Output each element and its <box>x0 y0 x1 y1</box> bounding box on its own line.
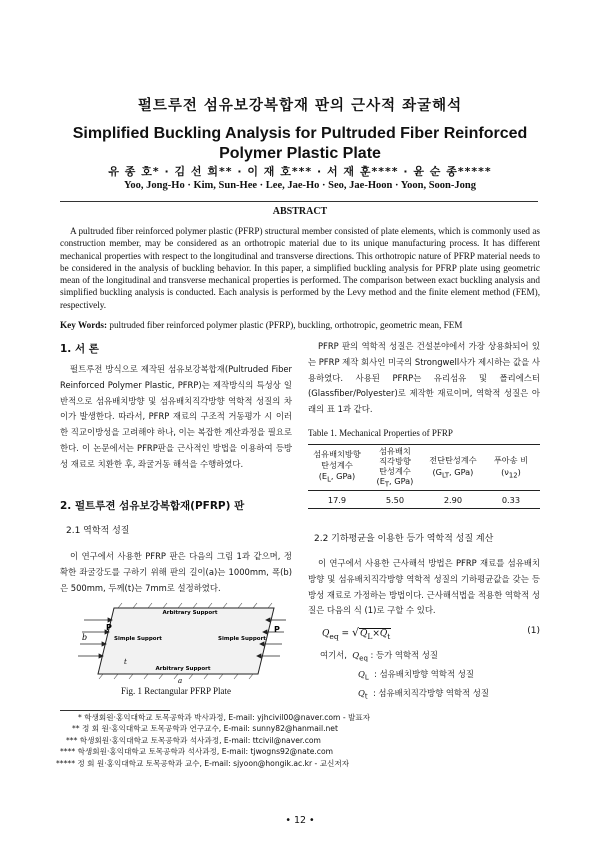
label-dim-a: a <box>178 677 183 684</box>
figure-caption: Fig. 1 Rectangular PFRP Plate <box>121 686 231 696</box>
label-top-support: Arbitrary Support <box>162 610 218 616</box>
td-glt: 2.90 <box>443 494 463 505</box>
footnote-divider <box>60 710 170 711</box>
equation-number: (1) <box>527 626 540 636</box>
label-load-right: P <box>274 625 280 634</box>
right-intro-text: PFRP 판의 역학적 성질은 건설분야에서 가장 상용화되어 있는 PFRP 제작 회사인 미국의 Strongwell사가 제시하는 값을 사용하였다. 사용된 PFRP는 유리섬유 및 폴리에스터(Glassfiber/Polyester)로 제작한 재료이며, 역학적 성질은 아래의 표 1과 같다. <box>308 341 540 415</box>
label-right-support: Simple Support <box>218 636 266 642</box>
page-number: • 12 • <box>285 815 315 826</box>
label-load-left: P <box>106 623 112 632</box>
where-item: $Q_t$ : 섬유배치직각방향 역학적 성질 <box>358 688 489 702</box>
footnotes <box>56 712 546 769</box>
paper-title-english: Simplified Buckling Analysis for Pultruded Fiber Reinforced Polymer Plastic Plate <box>72 125 528 162</box>
footnote-item: * 학생회원·홍익대학교 토목공학과 박사과정, E-mail: yjhcivil00@naver.com - 발표자 <box>78 713 371 722</box>
th-poisson-ratio: 푸아송 비 $(\nu_{12})$ <box>493 454 529 480</box>
keywords <box>60 320 540 330</box>
section-1-text: 펄트루전 방식으로 제작된 섬유보강복합재(Pultruded Fiber Reinforced Polymer Plastic, PFRP)는 제작방식의 특성상 일반적으로 섬유배치방향 및 섬유배치직각방향 역학적 성질의 차이가 발생한다. 따라서, PFRP 재료의 구조적 거동평가 시 이러한 직교이방성을 고려해야 하나, 이는 복잡한 계산과정을 필요로 한다. 이 논문에서는 PFRP판을 근사적인 방법을 이용하여 등방성 재료로 치환한 후, 좌굴거동 해석을 수행하였다. <box>60 364 292 469</box>
label-bottom-support: Arbitrary Support <box>155 666 211 672</box>
section-2-heading: 2. 펄트루젼 섬유보강복합재(PFRP) 판 <box>60 500 245 512</box>
table-row <box>308 491 540 509</box>
section-2-2-heading: 2.2 기하평균을 이용한 등가 역학적 성질 계산 <box>314 534 494 544</box>
td-et: 5.50 <box>385 494 405 505</box>
label-dim-t: t <box>124 658 127 666</box>
section-2-2-text: 이 연구에서 사용한 근사해석 방법은 PFRP 재료를 섬유배치방향 및 섬유배치직각방향 역학적 성질의 기하평균값을 갖는 등방성 재료로 가정하는 방법이다. 근사해석법을 적용한 역학적 성질은 다음의 식 (1)로 구할 수 있다. <box>308 558 540 616</box>
table-caption: Table 1. Mechanical Properties of PFRP <box>308 428 453 438</box>
keywords-label: Key Words: <box>60 320 108 330</box>
td-nu: 0.33 <box>501 494 521 505</box>
keywords-text: pultruded fiber reinforced polymer plastic (PFRP), buckling, orthotropic, geometric mean, FEM <box>109 320 463 330</box>
th-transverse-modulus: 섬유배치 직각방향 탄성계수 ($E_T$, GPa) <box>376 445 414 489</box>
where-item: $Q_L$ : 섬유배치방향 역학적 성질 <box>358 669 474 682</box>
table-mechanical-properties <box>308 444 540 509</box>
footnote-item: ***** 정 회 원·홍익대학교 토목공학과 교수, E-mail: sjyoon@hongik.ac.kr - 교신저자 <box>56 758 350 768</box>
where-item: 여기서, $Q_{eq}$ : 등가 역학적 성질 <box>320 650 438 663</box>
td-el: 17.9 <box>327 494 347 505</box>
where-block <box>320 648 540 706</box>
figure-rectangular-plate <box>78 600 288 684</box>
section-2-1-text: 이 연구에서 사용한 PFRP 판은 다음의 그림 1과 같으며, 정확한 좌굴강도를 구하기 위해 판의 길이(a)는 1000mm, 폭(b)은 500mm, 두께(t)는 7mm로 설정하였다. <box>60 551 292 593</box>
footnote-item: **** 학생회원·홍익대학교 토목공학과 석사과정, E-mail: tjwogns92@nate.com <box>60 747 334 757</box>
label-dim-b: b <box>82 633 88 642</box>
equation-1: $Q_{eq} = √Q_L\times Q_t$ (1) <box>322 626 540 641</box>
footnote-item: *** 학생회원·홍익대학교 토목공학과 석사과정, E-mail: ttcivil@naver.com <box>66 735 321 745</box>
th-shear-modulus: 전단탄성계수 ($G_{LT}$, GPa) <box>429 454 477 480</box>
abstract-heading: ABSTRACT <box>272 206 328 217</box>
label-left-support: Simple Support <box>114 636 162 642</box>
authors-korean: 유 종 호* · 김 선 희** · 이 재 호*** · 서 재 훈**** · 윤 순 종***** <box>108 165 492 178</box>
abstract-divider <box>60 201 538 202</box>
abstract-text: A pultruded fiber reinforced polymer plastic (PFRP) structural member consisted of plate elements, which is commonly used as construction member, may be considered as an orthotropic material due to its unique manufacturing process. It has different mechanical properties with respect to the longitudinal and transverse directions. This orthotropic nature of PFRP material needs to be considered in the analysis of buckling behavior. In this paper, a simplified buckling analysis for PFRP plate using geometric mean of the longitudinal and transverse mechanical properties is performed. The comparison between exact buckling analysis and simplified buckling analysis is conducted. Each analysis is performed by the Levy method and the finite element method (FEM), respectively. <box>60 226 540 310</box>
plate-diagram <box>78 600 288 684</box>
authors-english: Yoo, Jong-Ho · Kim, Sun-Hee · Lee, Jae-Ho · Seo, Jae-Hoon · Yoon, Soon-Jong <box>124 180 476 191</box>
footnote-item: ** 정 회 원·홍익대학교 토목공학과 연구교수, E-mail: sunny82@hanmail.net <box>72 724 338 734</box>
section-2-1-heading: 2.1 역학적 성질 <box>66 526 130 536</box>
table-header-row <box>308 445 540 491</box>
section-1-heading: 1. 서 론 <box>60 343 99 355</box>
th-longitudinal-modulus: 섬유배치방향 탄성계수 ($E_L$, GPa) <box>313 449 361 484</box>
paper-title-korean: 펄트루전 섬유보강복합재 판의 근사적 좌굴해석 <box>137 98 463 114</box>
